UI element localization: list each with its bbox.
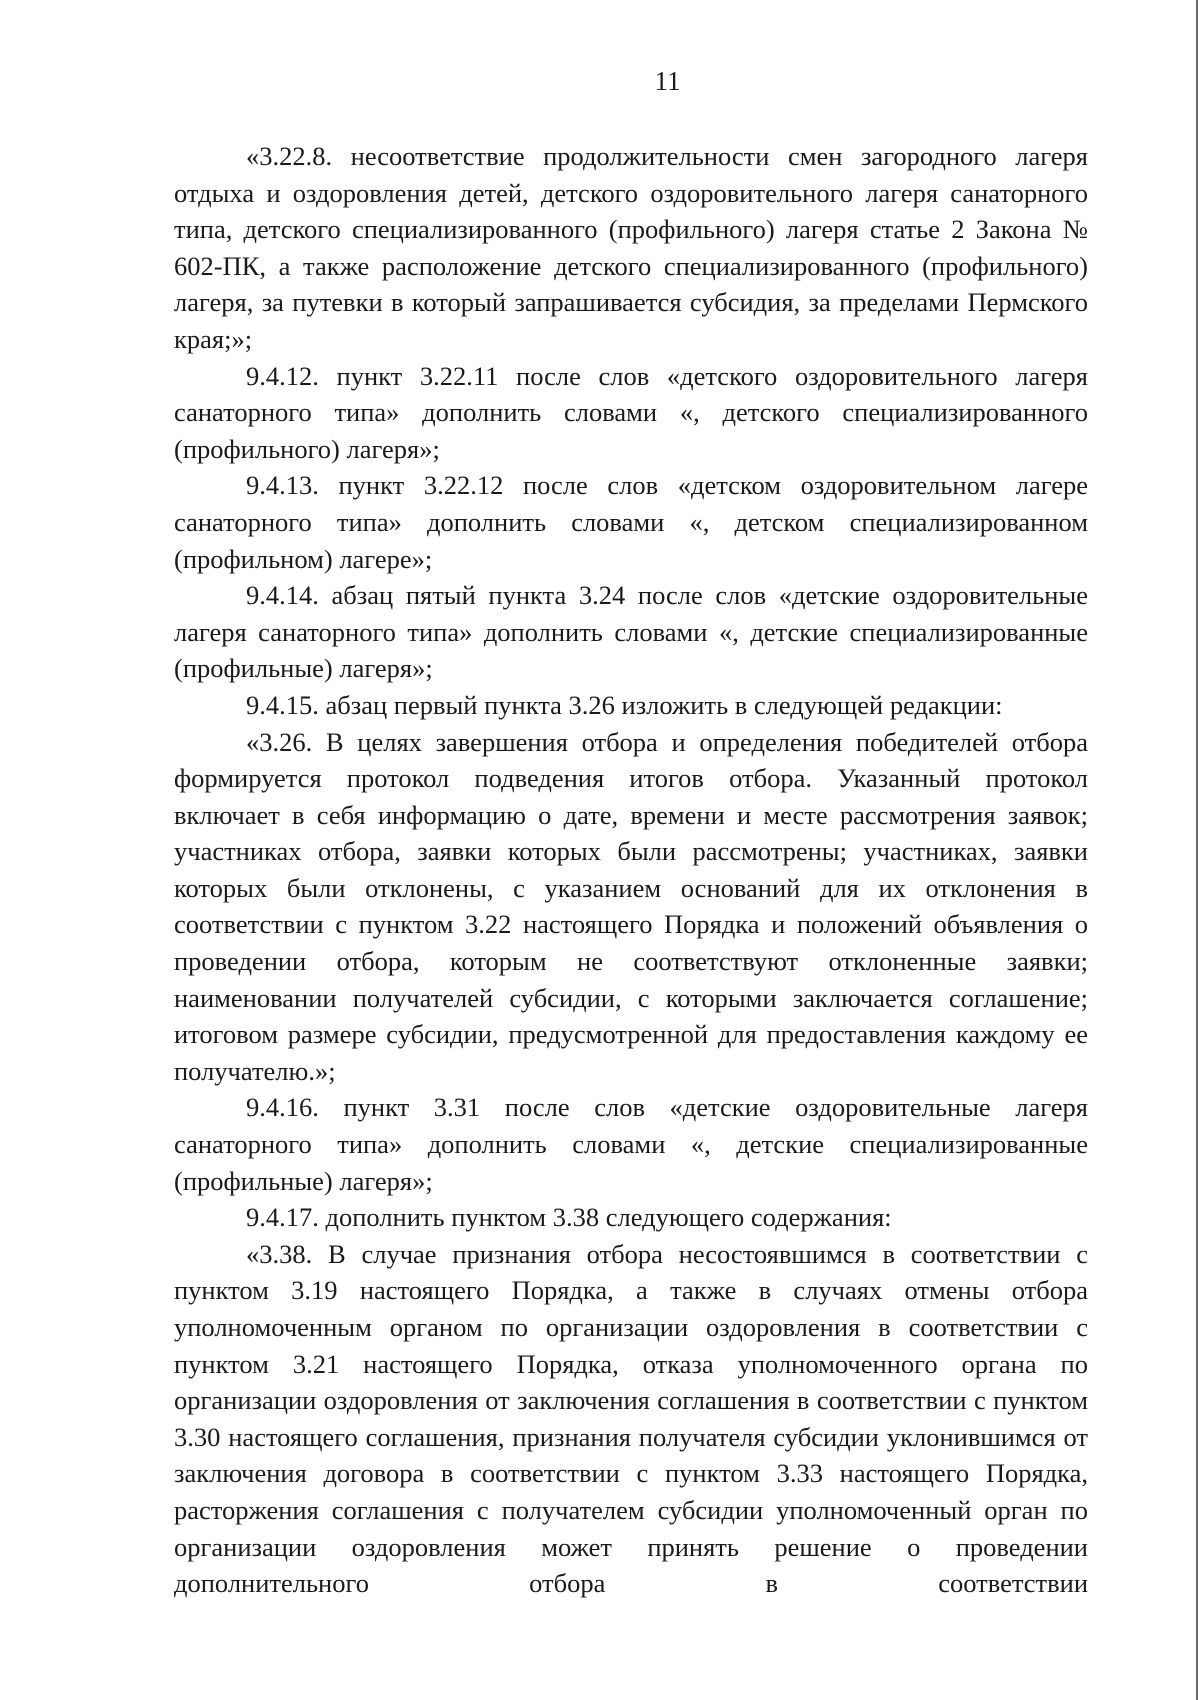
paragraph-3-22-8: «3.22.8. несоответствие продолжительности смен загородного лагеря отдыха и оздоровления детей, детского оздоровительного лагеря санаторного типа, детского специализированного (профильного) лагеря статье 2 Закона № 602-ПК, а также расположение детского специализированного (профильного) лагеря, за путевки в который запрашивается субсидия, за пределами Пермского края;»; bbox=[174, 141, 1088, 354]
paragraph-9-4-15: 9.4.15. абзац первый пункта 3.26 изложить в следующей редакции: bbox=[246, 689, 1003, 720]
paragraph-9-4-14: 9.4.14. абзац пятый пункта 3.24 после слов «детские оздоровительные лагеря санаторного типа» дополнить словами «, детские специализированные (профильные) лагеря»; bbox=[174, 580, 1088, 684]
page-edge bbox=[1196, 0, 1198, 1700]
paragraph-9-4-16: 9.4.16. пункт 3.31 после слов «детские оздоровительные лагеря санаторного типа» дополнить словами «, детские специализированные (профильные) лагеря»; bbox=[174, 1092, 1088, 1196]
document-body bbox=[174, 138, 1088, 1602]
paragraph-9-4-13: 9.4.13. пункт 3.22.12 после слов «детском оздоровительном лагере санаторного типа» дополнить словами «, детском специализированном (профильном) лагере»; bbox=[174, 470, 1088, 574]
page-number: 11 bbox=[654, 66, 681, 96]
paragraph-9-4-17: 9.4.17. дополнить пунктом 3.38 следующего содержания: bbox=[246, 1202, 892, 1233]
paragraph-3-38: «3.38. В случае признания отбора несостоявшимся в соответствии с пунктом 3.19 настоящего Порядка, а также в случаях отмены отбора уполномоченным органом по организации оздоровления в соответствии с пунктом 3.21 настоящего Порядка, отказа уполномоченного органа по организации оздоровления от заключения соглашения в соответствии с пунктом 3.30 настоящего соглашения, признания получателя субсидии уклонившимся от заключения договора в соответствии с пунктом 3.33 настоящего Порядка, расторжения соглашения с получателем субсидии уполномоченный орган по организации оздоровления может принять решение о проведении дополнительного отбора в соответствии bbox=[174, 1238, 1088, 1599]
paragraph-9-4-12: 9.4.12. пункт 3.22.11 после слов «детского оздоровительного лагеря санаторного типа» дополнить словами «, детского специализированного (профильного) лагеря»; bbox=[174, 360, 1088, 464]
paragraph-3-26: «3.26. В целях завершения отбора и определения победителей отбора формируется протокол подведения итогов отбора. Указанный протокол включает в себя информацию о дате, времени и месте рассмотрения заявок; участниках отбора, заявки которых были рассмотрены; участниках, заявки которых были отклонены, с указанием оснований для их отклонения в соответствии с пунктом 3.22 настоящего Порядка и положений объявления о проведении отбора, которым не соответствуют отклоненные заявки; наименовании получателей субсидии, с которыми заключается соглашение; итоговом размере субсидии, предусмотренной для предоставления каждому ее получателю.»; bbox=[174, 726, 1088, 1086]
